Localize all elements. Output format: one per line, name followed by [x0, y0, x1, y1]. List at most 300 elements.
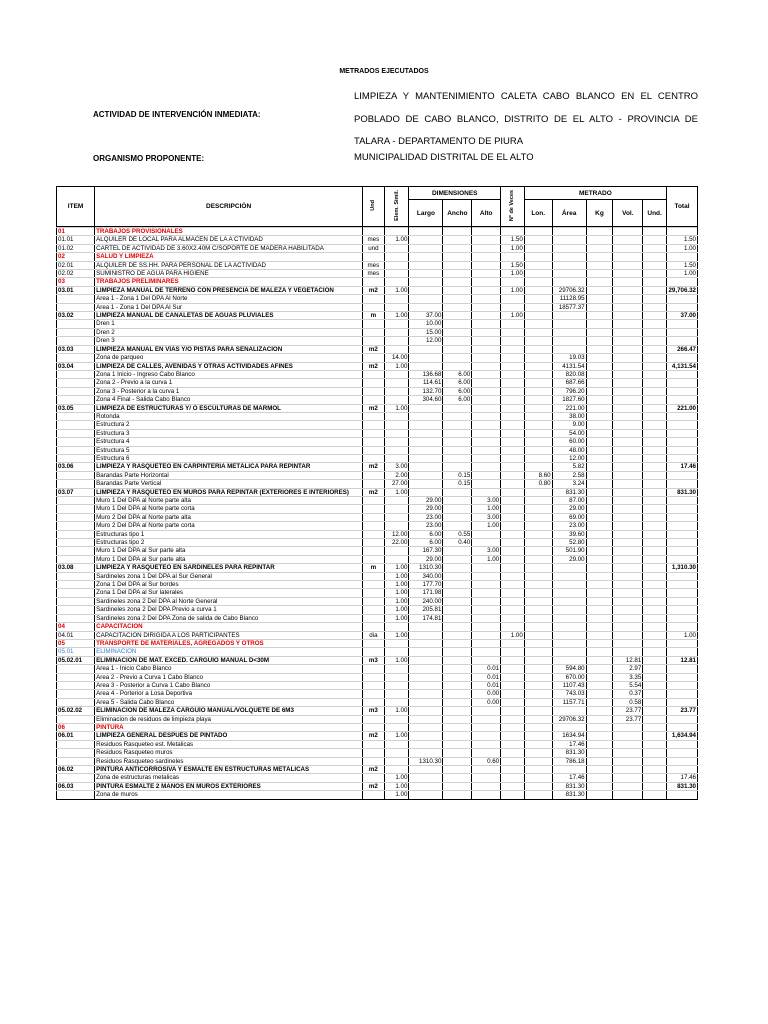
- cell-und: [363, 337, 385, 345]
- cell-alto: [472, 606, 501, 614]
- cell-item: 03.08: [57, 564, 95, 572]
- cell-und: [363, 723, 385, 731]
- cell-und2: [643, 707, 667, 715]
- cell-ancho: [443, 312, 472, 320]
- cell-alto: [472, 421, 501, 429]
- cell-kg: [586, 656, 613, 664]
- cell-kg: [586, 791, 613, 799]
- cell-descripcion: TRANSPORTE DE MATERIALES, AGREGADOS Y OTROS: [95, 639, 363, 647]
- cell-kg: [586, 320, 613, 328]
- cell-area: 594.80: [552, 665, 586, 673]
- cell-item: [57, 354, 95, 362]
- cell-und2: [643, 513, 667, 521]
- cell-vol: [613, 337, 643, 345]
- cell-descripcion: ALQUILER DE LOCAL PARA ALMACEN DE LA A CTIVIDAD: [95, 236, 363, 244]
- cell-total: [666, 749, 697, 757]
- cell-lon: [524, 564, 552, 572]
- cell-ancho: [443, 236, 472, 244]
- cell-alto: [472, 396, 501, 404]
- cell-vol: [613, 597, 643, 605]
- cell-area: 87.00: [552, 497, 586, 505]
- cell-descripcion: Area 1 - Zona 1 Del DPA Al Sur: [95, 303, 363, 311]
- cell-area: [552, 337, 586, 345]
- cell-area: 17.46: [552, 740, 586, 748]
- cell-elem: [384, 261, 409, 269]
- cell-item: [57, 446, 95, 454]
- cell-area: 29.00: [552, 555, 586, 563]
- cell-lon: [524, 362, 552, 370]
- cell-veces: [501, 639, 525, 647]
- cell-total: [666, 597, 697, 605]
- cell-elem: 12.00: [384, 530, 409, 538]
- cell-kg: [586, 488, 613, 496]
- cell-lon: [524, 791, 552, 799]
- cell-lon: [524, 396, 552, 404]
- cell-ancho: [443, 757, 472, 765]
- cell-elem: 1.00: [384, 631, 409, 639]
- cell-lon: [524, 757, 552, 765]
- cell-und: [363, 480, 385, 488]
- cell-vol: 2.97: [613, 665, 643, 673]
- cell-vol: [613, 581, 643, 589]
- cell-lon: [524, 732, 552, 740]
- cell-und2: [643, 421, 667, 429]
- cell-und: dia: [363, 631, 385, 639]
- cell-item: 03: [57, 278, 95, 286]
- cell-item: [57, 370, 95, 378]
- cell-total: [666, 497, 697, 505]
- cell-ancho: [443, 522, 472, 530]
- cell-vol: [613, 379, 643, 387]
- header-kg: Kg: [586, 200, 613, 227]
- table-row: [57, 337, 698, 345]
- cell-alto: [472, 774, 501, 782]
- cell-area: 820.08: [552, 370, 586, 378]
- cell-largo: 174.81: [409, 614, 443, 622]
- table-row: [57, 244, 698, 252]
- cell-area: 39.60: [552, 530, 586, 538]
- cell-total: [666, 328, 697, 336]
- cell-item: [57, 673, 95, 681]
- cell-total: [666, 581, 697, 589]
- cell-alto: [472, 354, 501, 362]
- cell-kg: [586, 244, 613, 252]
- cell-kg: [586, 505, 613, 513]
- cell-largo: [409, 295, 443, 303]
- cell-area: 1107.43: [552, 681, 586, 689]
- cell-und2: [643, 228, 667, 236]
- cell-alto: 3.00: [472, 513, 501, 521]
- cell-veces: [501, 665, 525, 673]
- cell-und2: [643, 530, 667, 538]
- cell-vol: [613, 480, 643, 488]
- cell-und: [363, 648, 385, 656]
- cell-vol: [613, 497, 643, 505]
- cell-und: [363, 497, 385, 505]
- cell-und2: [643, 396, 667, 404]
- cell-veces: 1.00: [501, 244, 525, 252]
- header-ancho: Ancho: [443, 200, 472, 227]
- cell-kg: [586, 715, 613, 723]
- cell-vol: [613, 286, 643, 294]
- cell-total: [666, 665, 697, 673]
- cell-lon: [524, 370, 552, 378]
- cell-kg: [586, 766, 613, 774]
- cell-kg: [586, 471, 613, 479]
- cell-largo: [409, 253, 443, 261]
- cell-alto: [472, 723, 501, 731]
- cell-total: [666, 690, 697, 698]
- cell-largo: 304.60: [409, 396, 443, 404]
- cell-item: 01.01: [57, 236, 95, 244]
- cell-total: [666, 715, 697, 723]
- cell-veces: [501, 370, 525, 378]
- cell-elem: 1.00: [384, 791, 409, 799]
- cell-largo: [409, 446, 443, 454]
- table-row: [57, 270, 698, 278]
- table-row: [57, 303, 698, 311]
- cell-vol: [613, 488, 643, 496]
- cell-area: [552, 320, 586, 328]
- cell-descripcion: ELIMINACIÓN DE MAT. EXCED. CARGUÍO MANUAL D<30M: [95, 656, 363, 664]
- cell-descripcion: LIMPIEZA DE CALLES, AVENIDAS Y OTRAS ACTIVIDADES AFINES: [95, 362, 363, 370]
- cell-item: [57, 471, 95, 479]
- cell-kg: [586, 387, 613, 395]
- cell-und: [363, 774, 385, 782]
- cell-area: [552, 564, 586, 572]
- cell-veces: [501, 581, 525, 589]
- organismo-label: ORGANISMO PROPONENTE:: [93, 154, 205, 163]
- cell-elem: 1.00: [384, 572, 409, 580]
- table-row: [57, 505, 698, 513]
- cell-item: [57, 555, 95, 563]
- cell-veces: [501, 614, 525, 622]
- cell-descripcion: Estructuras tipo 2: [95, 539, 363, 547]
- cell-lon: [524, 286, 552, 294]
- table-row: [57, 631, 698, 639]
- cell-lon: [524, 354, 552, 362]
- cell-total: [666, 370, 697, 378]
- cell-vol: [613, 623, 643, 631]
- cell-largo: 12.00: [409, 337, 443, 345]
- cell-und2: [643, 614, 667, 622]
- cell-alto: [472, 572, 501, 580]
- cell-total: [666, 438, 697, 446]
- cell-total: [666, 757, 697, 765]
- cell-ancho: [443, 354, 472, 362]
- cell-largo: [409, 236, 443, 244]
- cell-und2: [643, 438, 667, 446]
- cell-und: [363, 749, 385, 757]
- cell-kg: [586, 564, 613, 572]
- cell-item: [57, 328, 95, 336]
- cell-lon: [524, 572, 552, 580]
- table-row: [57, 698, 698, 706]
- cell-area: [552, 707, 586, 715]
- cell-lon: [524, 539, 552, 547]
- cell-elem: [384, 513, 409, 521]
- cell-largo: [409, 270, 443, 278]
- cell-descripcion: LIMPIEZA MANUAL EN VÍAS Y/O PISTAS PARA SEÑALIZACIÓN: [95, 345, 363, 353]
- cell-alto: [472, 631, 501, 639]
- cell-area: [552, 312, 586, 320]
- cell-lon: [524, 581, 552, 589]
- cell-alto: 0.01: [472, 681, 501, 689]
- cell-elem: [384, 320, 409, 328]
- table-row: [57, 749, 698, 757]
- cell-item: [57, 396, 95, 404]
- cell-und: [363, 387, 385, 395]
- cell-alto: [472, 488, 501, 496]
- cell-vol: [613, 295, 643, 303]
- cell-alto: [472, 539, 501, 547]
- cell-kg: [586, 228, 613, 236]
- cell-und: [363, 740, 385, 748]
- table-row: [57, 723, 698, 731]
- cell-descripcion: Area 1 - Inicio Cabo Blanco: [95, 665, 363, 673]
- cell-item: [57, 740, 95, 748]
- cell-item: [57, 530, 95, 538]
- cell-total: 37.00: [666, 312, 697, 320]
- cell-descripcion: PINTURA ANTICORROSIVA Y ESMALTE EN ESTRUCTURAS METÁLICAS: [95, 766, 363, 774]
- table-row: [57, 488, 698, 496]
- cell-und: [363, 522, 385, 530]
- cell-und: m2: [363, 766, 385, 774]
- cell-area: 29706.32: [552, 286, 586, 294]
- cell-descripcion: Residuos Rasqueteo sardineles: [95, 757, 363, 765]
- cell-ancho: [443, 295, 472, 303]
- header-und: Und: [363, 187, 385, 227]
- table-row: [57, 295, 698, 303]
- cell-item: 02: [57, 253, 95, 261]
- cell-elem: 1.00: [384, 597, 409, 605]
- cell-lon: [524, 228, 552, 236]
- cell-und2: [643, 623, 667, 631]
- cell-ancho: [443, 707, 472, 715]
- cell-elem: [384, 278, 409, 286]
- cell-und: m2: [363, 463, 385, 471]
- cell-largo: 240.00: [409, 597, 443, 605]
- cell-descripcion: SUMINISTRO DE AGUA PARA HIGIENE: [95, 270, 363, 278]
- cell-total: [666, 648, 697, 656]
- cell-item: 01.02: [57, 244, 95, 252]
- cell-area: [552, 345, 586, 353]
- cell-lon: [524, 547, 552, 555]
- table-row: [57, 446, 698, 454]
- cell-kg: [586, 497, 613, 505]
- cell-area: [552, 614, 586, 622]
- cell-total: [666, 320, 697, 328]
- cell-elem: [384, 303, 409, 311]
- cell-descripcion: Area 2 - Previo a Curva 1 Cabo Blanco: [95, 673, 363, 681]
- cell-largo: [409, 623, 443, 631]
- cell-total: [666, 513, 697, 521]
- cell-lon: [524, 303, 552, 311]
- cell-item: 05.01: [57, 648, 95, 656]
- cell-vol: [613, 606, 643, 614]
- cell-largo: [409, 429, 443, 437]
- cell-total: 29,706.32: [666, 286, 697, 294]
- header-und2: Und.: [643, 200, 667, 227]
- cell-ancho: 6.00: [443, 379, 472, 387]
- cell-area: 17.46: [552, 774, 586, 782]
- cell-item: 02.01: [57, 261, 95, 269]
- table-row: [57, 480, 698, 488]
- cell-item: 03.06: [57, 463, 95, 471]
- cell-elem: [384, 345, 409, 353]
- cell-und2: [643, 471, 667, 479]
- cell-alto: [472, 454, 501, 462]
- cell-largo: [409, 438, 443, 446]
- cell-ancho: 6.00: [443, 396, 472, 404]
- cell-ancho: [443, 614, 472, 622]
- cell-und2: [643, 681, 667, 689]
- table-row: [57, 707, 698, 715]
- cell-und2: [643, 312, 667, 320]
- cell-lon: [524, 749, 552, 757]
- cell-largo: [409, 648, 443, 656]
- cell-kg: [586, 606, 613, 614]
- cell-veces: [501, 791, 525, 799]
- cell-kg: [586, 774, 613, 782]
- cell-total: [666, 639, 697, 647]
- cell-lon: [524, 429, 552, 437]
- cell-lon: [524, 387, 552, 395]
- cell-area: 796.20: [552, 387, 586, 395]
- cell-alto: [472, 412, 501, 420]
- cell-elem: [384, 454, 409, 462]
- cell-area: 670.00: [552, 673, 586, 681]
- cell-item: [57, 681, 95, 689]
- cell-und2: [643, 656, 667, 664]
- cell-lon: [524, 270, 552, 278]
- cell-veces: [501, 539, 525, 547]
- cell-descripcion: SALUD Y LIMPIEZA: [95, 253, 363, 261]
- cell-item: [57, 791, 95, 799]
- cell-item: [57, 539, 95, 547]
- cell-total: [666, 530, 697, 538]
- cell-descripcion: Zona de muros: [95, 791, 363, 799]
- cell-veces: [501, 303, 525, 311]
- cell-total: [666, 446, 697, 454]
- cell-area: [552, 766, 586, 774]
- cell-elem: [384, 438, 409, 446]
- table-row: [57, 438, 698, 446]
- cell-ancho: [443, 698, 472, 706]
- cell-item: [57, 454, 95, 462]
- cell-kg: [586, 454, 613, 462]
- cell-lon: [524, 606, 552, 614]
- cell-total: 1.50: [666, 261, 697, 269]
- cell-lon: [524, 412, 552, 420]
- cell-area: 5.82: [552, 463, 586, 471]
- table-row: [57, 757, 698, 765]
- cell-elem: 3.00: [384, 463, 409, 471]
- cell-alto: 0.00: [472, 690, 501, 698]
- cell-area: 1827.60: [552, 396, 586, 404]
- cell-largo: [409, 698, 443, 706]
- cell-und: m2: [363, 362, 385, 370]
- header-total: Total: [666, 187, 697, 227]
- cell-veces: [501, 438, 525, 446]
- cell-und: [363, 446, 385, 454]
- cell-kg: [586, 429, 613, 437]
- cell-vol: [613, 572, 643, 580]
- header-largo: Largo: [409, 200, 443, 227]
- cell-largo: 205.81: [409, 606, 443, 614]
- cell-elem: [384, 228, 409, 236]
- cell-total: 831.30: [666, 488, 697, 496]
- cell-veces: [501, 555, 525, 563]
- cell-area: 52.80: [552, 539, 586, 547]
- cell-largo: [409, 412, 443, 420]
- cell-total: 1,310.30: [666, 564, 697, 572]
- cell-area: [552, 623, 586, 631]
- cell-und2: [643, 522, 667, 530]
- cell-kg: [586, 463, 613, 471]
- cell-area: 1157.71: [552, 698, 586, 706]
- cell-lon: [524, 446, 552, 454]
- cell-ancho: [443, 740, 472, 748]
- cell-elem: [384, 715, 409, 723]
- table-row: [57, 782, 698, 790]
- cell-area: 11128.95: [552, 295, 586, 303]
- cell-alto: [472, 707, 501, 715]
- cell-lon: [524, 312, 552, 320]
- cell-lon: [524, 555, 552, 563]
- cell-total: [666, 547, 697, 555]
- cell-largo: 10.00: [409, 320, 443, 328]
- table-row: [57, 412, 698, 420]
- table-row: [57, 522, 698, 530]
- cell-ancho: 0.40: [443, 539, 472, 547]
- cell-lon: [524, 597, 552, 605]
- cell-largo: 1310.30: [409, 757, 443, 765]
- cell-total: 12.81: [666, 656, 697, 664]
- cell-und2: [643, 774, 667, 782]
- cell-und2: [643, 412, 667, 420]
- cell-item: [57, 497, 95, 505]
- cell-und2: [643, 749, 667, 757]
- cell-alto: [472, 656, 501, 664]
- cell-largo: [409, 480, 443, 488]
- cell-lon: [524, 404, 552, 412]
- cell-und2: [643, 732, 667, 740]
- cell-total: [666, 454, 697, 462]
- cell-descripcion: LIMPIEZA DE ESTRUCTURAS Y/ O ESCULTURAS DE MÁRMOL: [95, 404, 363, 412]
- cell-area: 501.90: [552, 547, 586, 555]
- cell-und2: [643, 597, 667, 605]
- cell-item: 03.02: [57, 312, 95, 320]
- cell-veces: [501, 295, 525, 303]
- cell-veces: [501, 345, 525, 353]
- cell-largo: 167.30: [409, 547, 443, 555]
- cell-kg: [586, 312, 613, 320]
- cell-veces: [501, 429, 525, 437]
- cell-kg: [586, 782, 613, 790]
- cell-vol: [613, 312, 643, 320]
- cell-vol: [613, 539, 643, 547]
- cell-und: [363, 597, 385, 605]
- cell-largo: 29.00: [409, 505, 443, 513]
- cell-vol: 23.77: [613, 715, 643, 723]
- cell-und2: [643, 253, 667, 261]
- cell-item: 06.02: [57, 766, 95, 774]
- cell-area: 743.03: [552, 690, 586, 698]
- cell-elem: 1.00: [384, 564, 409, 572]
- table-row: [57, 572, 698, 580]
- cell-elem: [384, 387, 409, 395]
